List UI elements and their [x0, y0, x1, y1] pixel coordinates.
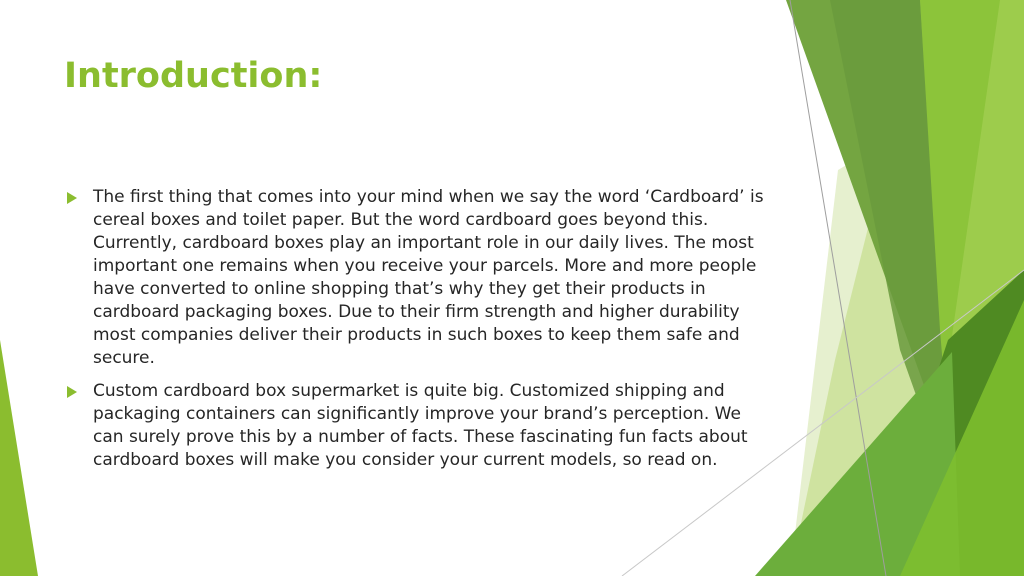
list-item	[64, 380, 776, 472]
bullet-arrow-icon	[67, 386, 77, 398]
bullet-text: The first thing that comes into your mind when we say the word ‘Cardboard’ is cereal boxes and toilet paper. But the word cardboard goes beyond this. Currently, cardboard boxes play an important role in our daily lives. The most important one remains when you receive your parcels. More and more people have converted to online shopping that’s why they get their products in cardboard packaging boxes. Due to their firm strength and higher durability most companies deliver their products in such boxes to keep them safe and secure.	[93, 187, 764, 368]
list-item	[64, 186, 776, 370]
bullet-arrow-icon	[67, 192, 77, 204]
page-title: Introduction:	[64, 56, 323, 96]
bullet-list	[64, 186, 776, 482]
left-edge-shape	[0, 340, 38, 576]
bullet-text: Custom cardboard box supermarket is quite big. Customized shipping and packaging containers can significantly improve your brand’s perception. We can surely prove this by a number of facts. These fascinating fun facts about cardboard boxes will make you consider your current models, so read on.	[93, 381, 748, 470]
